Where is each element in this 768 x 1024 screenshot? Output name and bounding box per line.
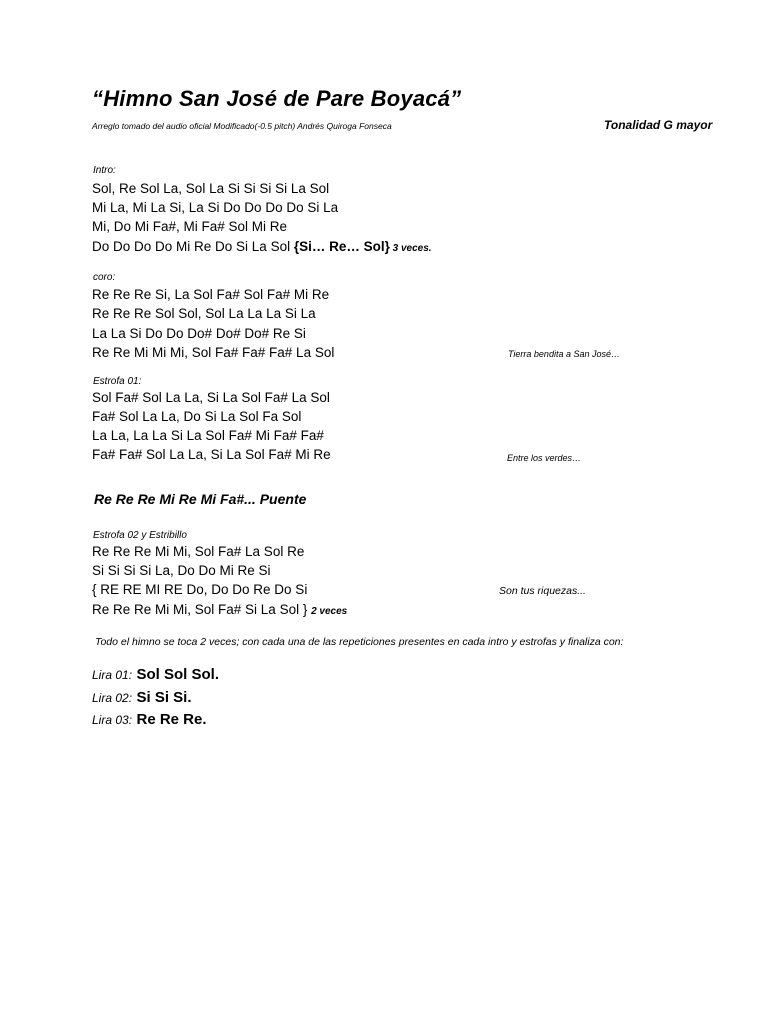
lira-02-notes: Si Si Si. bbox=[136, 689, 192, 706]
estrofa-01-line-4: Fa# Fa# Sol La La, Si La Sol Fa# Mi Re bbox=[92, 447, 331, 462]
lira-01-label: Lira 01: bbox=[92, 668, 133, 682]
estrofa-02-line-1: Re Re Re Mi Mi, Sol Fa# La Sol Re bbox=[92, 544, 305, 559]
key-signature: Tonalidad G mayor bbox=[604, 118, 713, 132]
intro-line-2: Mi La, Mi La Si, La Si Do Do Do Do Si La bbox=[92, 200, 339, 215]
estrofa-01-label: Estrofa 01: bbox=[93, 376, 142, 387]
coro-label: coro: bbox=[93, 272, 116, 283]
estrofa-01-lyric-cue: Entre los verdes… bbox=[507, 453, 582, 463]
estrofa-02-label: Estrofa 02 y Estribillo bbox=[93, 530, 187, 541]
estrofa-02-repeat-count: 2 veces bbox=[311, 606, 348, 617]
estrofa-01-line-3: La La, La La Si La Sol Fa# Mi Fa# Fa# bbox=[92, 428, 324, 443]
estrofa-02-line-2: Si Si Si Si La, Do Do Mi Re Si bbox=[92, 563, 271, 578]
intro-repeat-count: 3 veces. bbox=[389, 243, 432, 254]
intro-line-4 bbox=[92, 239, 432, 254]
lira-02 bbox=[92, 689, 192, 707]
puente-line: Re Re Re Mi Re Mi Fa#... Puente bbox=[94, 491, 307, 507]
intro-line-3: Mi, Do Mi Fa#, Mi Fa# Sol Mi Re bbox=[92, 219, 288, 234]
coro-lyric-cue: Tierra bendita a San José… bbox=[508, 349, 620, 359]
lira-03-notes: Re Re Re. bbox=[136, 711, 207, 728]
lira-03-label: Lira 03: bbox=[92, 713, 133, 727]
document-title: “Himno San José de Pare Boyacá” bbox=[92, 86, 462, 111]
lira-01-notes: Sol Sol Sol. bbox=[136, 666, 219, 683]
estrofa-01-line-1: Sol Fa# Sol La La, Si La Sol Fa# La Sol bbox=[92, 390, 330, 405]
intro-label: Intro: bbox=[93, 165, 116, 176]
lira-01 bbox=[92, 666, 219, 684]
estrofa-02-line-4-text: Re Re Re Mi Mi, Sol Fa# Si La Sol } bbox=[92, 602, 312, 617]
lira-03 bbox=[92, 711, 207, 729]
estrofa-01-line-2: Fa# Sol La La, Do Si La Sol Fa Sol bbox=[92, 409, 302, 424]
coro-line-3: La La Si Do Do Do# Do# Do# Re Si bbox=[92, 326, 306, 341]
coro-line-4: Re Re Mi Mi Mi, Sol Fa# Fa# Fa# La Sol bbox=[92, 345, 335, 360]
closing-instructions: Todo el himno se toca 2 veces; con cada una de las repeticiones presentes en cada intro y estrofas y finaliza con: bbox=[95, 636, 624, 648]
coro-line-2: Re Re Re Sol Sol, Sol La La La Si La bbox=[92, 306, 316, 321]
estrofa-02-lyric-cue: Son tus riquezas... bbox=[499, 585, 586, 597]
intro-line-4-text: Do Do Do Do Mi Re Do Si La Sol bbox=[92, 239, 294, 254]
intro-line-1: Sol, Re Sol La, Sol La Si Si Si Si La Sol bbox=[92, 181, 330, 196]
arrangement-credit: Arreglo tomado del audio oficial Modificado(-0.5 pitch) Andrés Quiroga Fonseca bbox=[92, 121, 392, 131]
estrofa-02-line-4 bbox=[92, 602, 347, 617]
lira-02-label: Lira 02: bbox=[92, 691, 133, 705]
coro-line-1: Re Re Re Si, La Sol Fa# Sol Fa# Mi Re bbox=[92, 287, 330, 302]
intro-repeat-notes: {Si… Re… Sol} bbox=[293, 239, 390, 254]
estrofa-02-line-3: { RE RE MI RE Do, Do Do Re Do Si bbox=[92, 582, 308, 597]
